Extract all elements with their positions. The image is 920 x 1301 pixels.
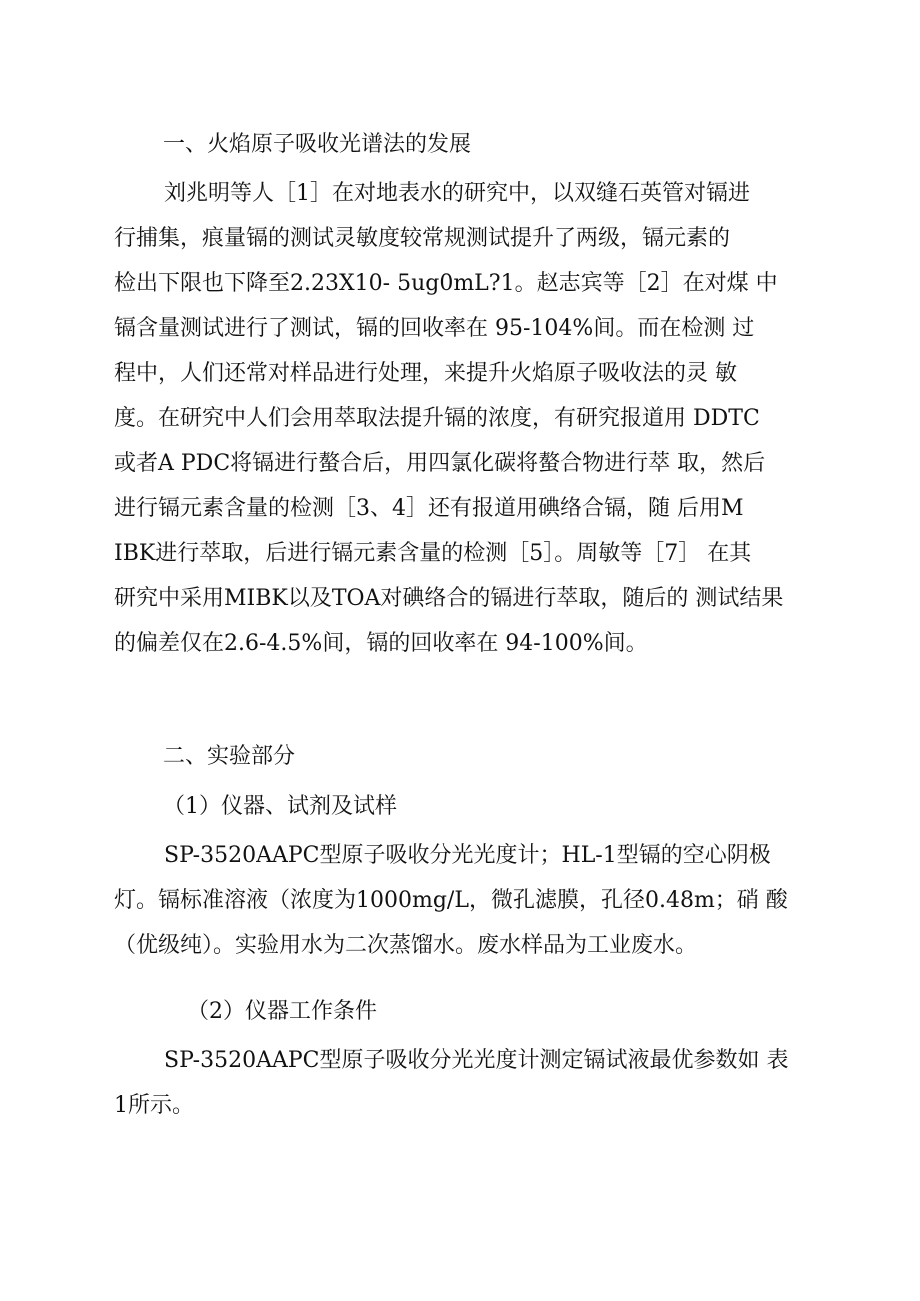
subsection-heading-1: （1）仪器、试剂及试样 bbox=[163, 794, 397, 819]
paragraph-line: SP-3520AAPC型原子吸收分光光度计；HL-1型镉的空心阴极 bbox=[164, 843, 771, 868]
paragraph-line: 的偏差仅在2.6-4.5%间，镉的回收率在 94-100%间。 bbox=[114, 631, 648, 656]
paragraph-line: 刘兆明等人［1］在对地表水的研究中，以双缝石英管对镉进 bbox=[164, 181, 750, 206]
section-heading-1: 一、火焰原子吸收光谱法的发展 bbox=[163, 132, 472, 157]
paragraph-line: 度。在研究中人们会用萃取法提升镉的浓度，有研究报道用 DDTC bbox=[114, 406, 760, 431]
paragraph-3 bbox=[114, 1038, 814, 1128]
paragraph-line: 检出下限也下降至2.23X10- 5ug0mL?1。赵志宾等［2］在对煤 中 bbox=[114, 271, 778, 296]
paragraph-line: SP-3520AAPC型原子吸收分光光度计测定镉试液最优参数如 表 bbox=[164, 1048, 789, 1073]
paragraph-line: （优级纯）。实验用水为二次蒸馏水。废水样品为工业废水。 bbox=[114, 933, 698, 958]
paragraph-1 bbox=[114, 171, 814, 666]
paragraph-line: 或者A PDC将镉进行螯合后，用四氯化碳将螯合物进行萃 取，然后 bbox=[114, 451, 766, 476]
paragraph-line: 灯。镉标准溶液（浓度为1000mg/L，微孔滤膜，孔径0.48m；硝 酸 bbox=[114, 888, 788, 913]
paragraph-line: 行捕集，痕量镉的测试灵敏度较常规测试提升了两级，镉元素的 bbox=[114, 226, 731, 251]
paragraph-2 bbox=[114, 833, 814, 968]
subsection-heading-2: （2）仪器工作条件 bbox=[187, 999, 377, 1024]
section-heading-2: 二、实验部分 bbox=[163, 744, 296, 769]
paragraph-line: 研究中采用MIBK以及TOA对碘络合的镉进行萃取，随后的 测试结果 bbox=[114, 586, 784, 611]
paragraph-line: 1所示。 bbox=[114, 1093, 194, 1118]
paragraph-line: 程中，人们还常对样品进行处理，来提升火焰原子吸收法的灵 敏 bbox=[114, 361, 737, 386]
paragraph-line: IBK进行萃取，后进行镉元素含量的检测［5］。周敏等［7］ 在其 bbox=[114, 541, 752, 566]
paragraph-line: 镉含量测试进行了测试，镉的回收率在 95-104%间。而在检测 过 bbox=[114, 316, 755, 341]
paragraph-line: 进行镉元素含量的检测［3、4］还有报道用碘络合镉，随 后用M bbox=[114, 496, 744, 521]
